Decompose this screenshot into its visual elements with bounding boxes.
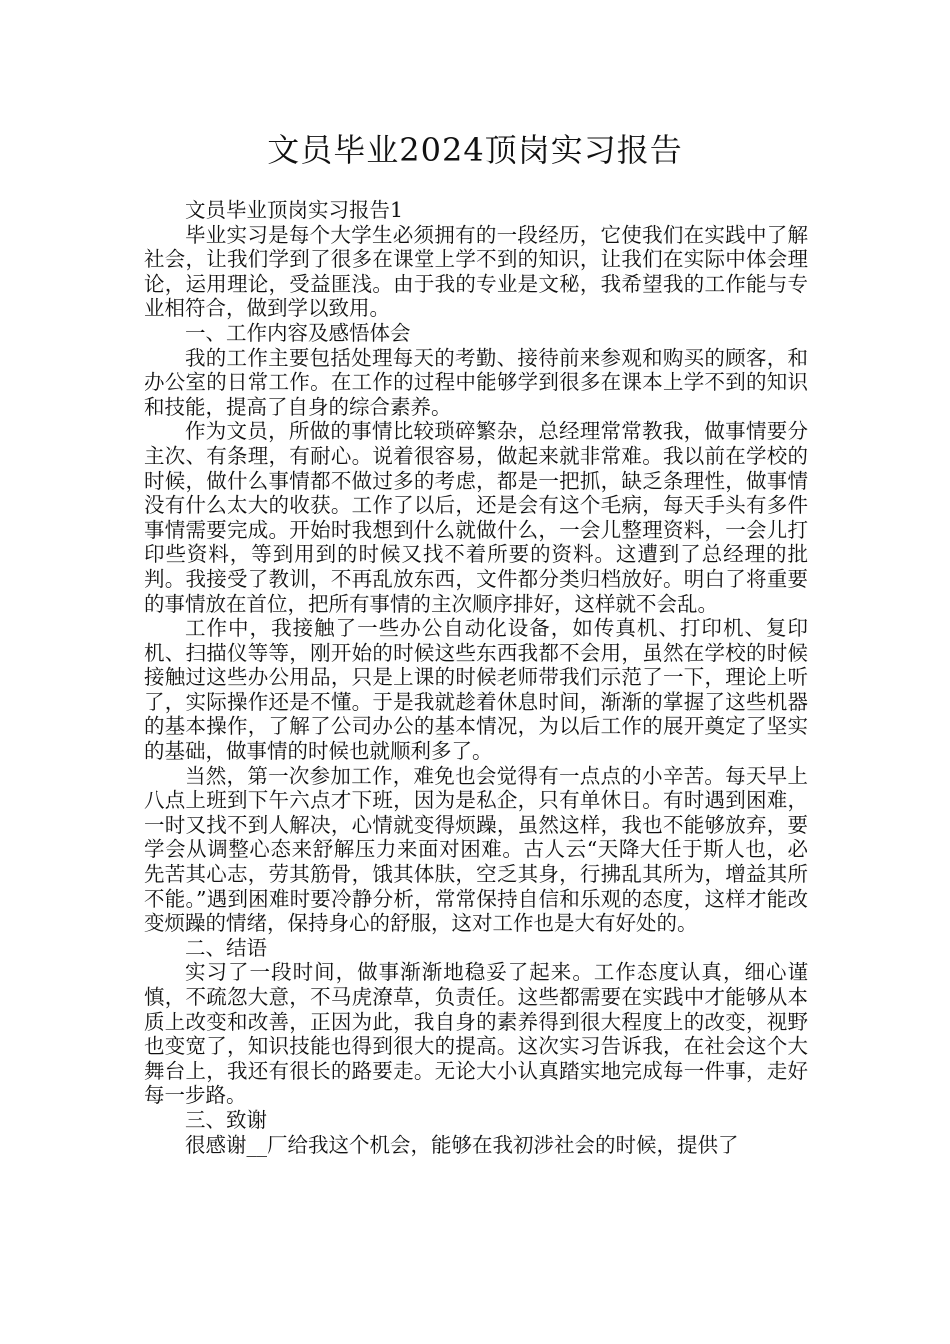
report-subtitle: 文员毕业顶岗实习报告1: [185, 198, 404, 222]
document-title: 文员毕业2024顶岗实习报告: [267, 131, 683, 169]
paragraph-intro: 毕业实习是每个大学生必须拥有的一段经历，它使我们在实践中了解社会，让我们学到了很多在课堂上学不到的知识，让我们在实际中体会理论，运用理论，受益匪浅。由于我的专业是文秘，我希望我的工作能与专业相符合，做到学以致用。: [144, 222, 808, 321]
section-heading-work: 一、工作内容及感悟体会: [185, 320, 411, 345]
paragraph-office-equipment: 工作中，我接触了一些办公自动化设备，如传真机、打印机、复印机、扫描仪等等，刚开始的时候这些东西我都不会用，虽然在学校的时候接触过这些办公用品，只是上课的时候老师带我们示范了一下，理论上听了，实际操作还是不懂。于是我就趁着休息时间，渐渐的掌握了这些机器的基本操作，了解了公司办公的基本情况，为以后工作的展开奠定了坚实的基础，做事情的时候也就顺利多了。: [144, 616, 808, 764]
paragraph-conclusion: 实习了一段时间，做事渐渐地稳妥了起来。工作态度认真，细心谨慎，不疏忽大意，不马虎潦草，负责任。这些都需要在实践中才能够从本质上改变和改善，正因为此，我自身的素养得到很大程度上的改变，视野也变宽了，知识技能也得到很大的提高。这次实习告诉我，在社会这个大舞台上，我还有很长的路要走。无论大小认真踏实地完成每一件事，走好每一步路。: [144, 960, 808, 1108]
section-heading-thanks: 三、致谢: [185, 1107, 267, 1132]
paragraph-thanks: 很感谢__厂给我这个机会，能够在我初涉社会的时候，提供了: [185, 1132, 739, 1157]
section-heading-conclusion: 二、结语: [185, 935, 267, 960]
paragraph-hardship: 当然，第一次参加工作，难免也会觉得有一点点的小辛苦。每天早上八点上班到下午六点才下班，因为是私企，只有单休日。有时遇到困难，一时又找不到人解决，心情就变得烦躁，虽然这样，我也不能够放弃，要学会从调整心态来舒解压力来面对困难。古人云“天降大任于斯人也，必先苦其心志，劳其筋骨，饿其体肤，空乏其身，行拂乱其所为，增益其所不能。”遇到困难时要冷静分析，常常保持自信和乐观的态度，这样才能改变烦躁的情绪，保持身心的舒服，这对工作也是大有好处的。: [144, 763, 808, 936]
paragraph-work-organization: 作为文员，所做的事情比较琐碎繁杂，总经理常常教我，做事情要分主次、有条理，有耐心。说着很容易，做起来就非常难。我以前在学校的时候，做什么事情都不做过多的考虑，都是一把抓，缺乏条理性，做事情没有什么太大的收获。工作了以后，还是会有这个毛病，每天手头有多件事情需要完成。开始时我想到什么就做什么，一会儿整理资料，一会儿打印些资料，等到用到的时候又找不着所要的资料。这遭到了总经理的批判。我接受了教训，不再乱放东西，文件都分类归档放好。明白了将重要的事情放在首位，把所有事情的主次顺序排好，这样就不会乱。: [144, 419, 808, 616]
document-body: [144, 198, 808, 1157]
paragraph-work-duties: 我的工作主要包括处理每天的考勤、接待前来参观和购买的顾客，和办公室的日常工作。在工作的过程中能够学到很多在课本上学不到的知识和技能，提高了自身的综合素养。: [144, 345, 808, 419]
